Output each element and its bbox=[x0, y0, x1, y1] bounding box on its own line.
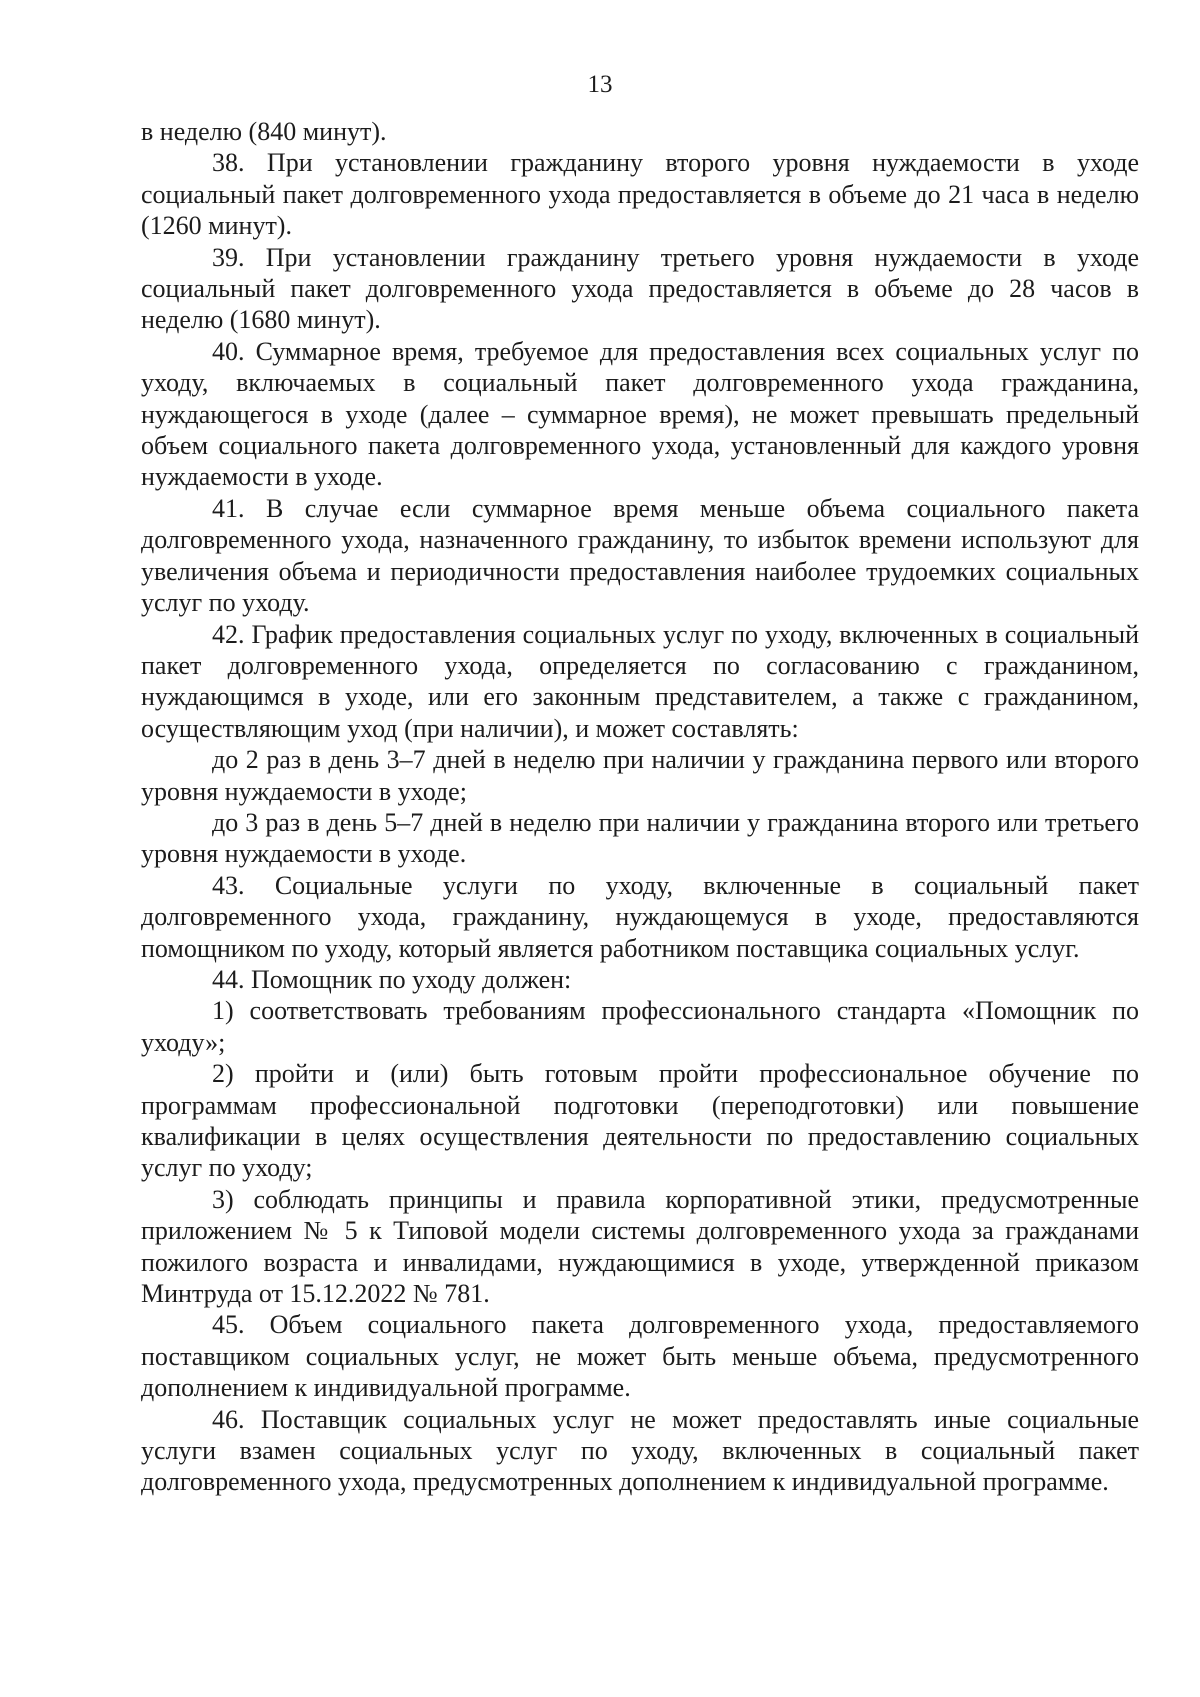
paragraph-45: 45. Объем социального пакета долговременного ухода, предоставляемого поставщиком социальных услуг, не может быть меньше объема, предусмотренного дополнением к индивидуальной программе. bbox=[141, 1310, 1139, 1403]
paragraph-46: 46. Поставщик социальных услуг не может предоставлять иные социальные услуги взамен социальных услуг по уходу, включенных в социальный пакет долговременного ухода, предусмотренных дополнением к индивидуальной программе. bbox=[141, 1404, 1139, 1497]
paragraph-38: 38. При установлении гражданину второго уровня нуждаемости в уходе социальный пакет долговременного ухода предоставляется в объеме до 21 часа в неделю (1260 минут). bbox=[141, 148, 1139, 241]
paragraph-41: 41. В случае если суммарное время меньше объема социального пакета долговременного ухода, назначенного гражданину, то избыток времени используют для увеличения объема и периодичности предоставления наиболее трудоемких социальных услуг по уходу. bbox=[141, 493, 1139, 618]
paragraph-39: 39. При установлении гражданину третьего уровня нуждаемости в уходе социальный пакет долговременного ухода предоставляется в объеме до 28 часов в неделю (1680 минут). bbox=[141, 242, 1139, 335]
paragraph-44-item-2: 2) пройти и (или) быть готовым пройти профессиональное обучение по программам профессиональной подготовки (переподготовки) или повышение квалификации в целях осуществления деятельности по предоставлению социальных услуг по уходу; bbox=[141, 1059, 1139, 1183]
paragraph-42-item-1: до 2 раз в день 3–7 дней в неделю при наличии у гражданина первого или второго уровня нуждаемости в уходе; bbox=[141, 745, 1139, 806]
paragraph-44: 44. Помощник по уходу должен: bbox=[212, 964, 572, 994]
paragraph-40: 40. Суммарное время, требуемое для предоставления всех социальных услуг по уходу, включаемых в социальный пакет долговременного ухода гражданина, нуждающегося в уходе (далее – суммарное время), не может превышать предельный объем социального пакета долговременного ухода, установленный для каждого уровня нуждаемости в уходе. bbox=[141, 336, 1139, 492]
page-number: 13 bbox=[587, 71, 613, 98]
paragraph-43: 43. Социальные услуги по уходу, включенные в социальный пакет долговременного ухода, гражданину, нуждающемуся в уходе, предоставляются помощником по уходу, который является работником поставщика социальных услуг. bbox=[141, 870, 1139, 963]
paragraph-42: 42. График предоставления социальных услуг по уходу, включенных в социальный пакет долговременного ухода, определяется по согласованию с гражданином, нуждающимся в уходе, или его законным представителем, а также с гражданином, осуществляющим уход (при наличии), и может составлять: bbox=[141, 619, 1139, 743]
paragraph-44-item-1: 1) соответствовать требованиям профессионального стандарта «Помощник по уходу»; bbox=[141, 996, 1139, 1057]
paragraph-42-item-2: до 3 раз в день 5–7 дней в неделю при наличии у гражданина второго или третьего уровня нуждаемости в уходе. bbox=[141, 807, 1139, 869]
paragraph-44-item-3: 3) соблюдать принципы и правила корпоративной этики, предусмотренные приложением № 5 к Типовой модели системы долговременного ухода за гражданами пожилого возраста и инвалидами, нуждающимися в уходе, утвержденной приказом Минтруда от 15.12.2022 № 781. bbox=[141, 1184, 1139, 1309]
paragraph-continuation: в неделю (840 минут). bbox=[141, 117, 387, 146]
document-body bbox=[141, 116, 1139, 1498]
